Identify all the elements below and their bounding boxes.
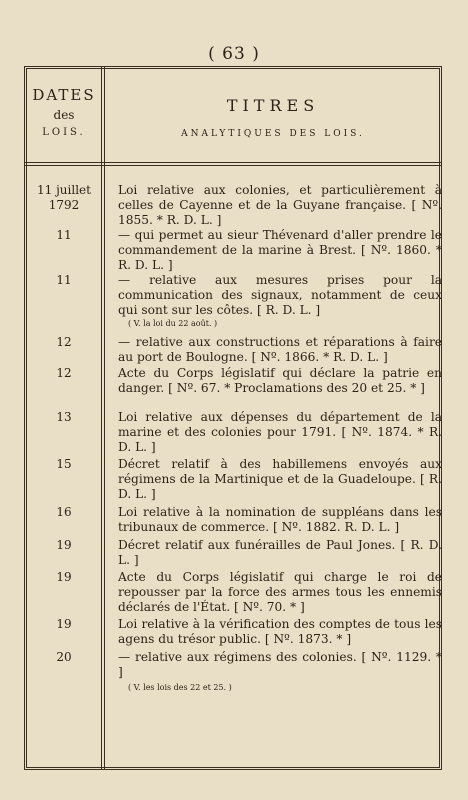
dates-header-line1: DATES <box>32 86 96 104</box>
page-number: ( 63 ) <box>208 44 260 64</box>
entry-date: 12 <box>56 366 72 380</box>
dates-header-line2: des <box>53 108 75 122</box>
entry-text: — relative aux régimens des colonies. [ Nº. 1129. * ] <box>118 650 442 679</box>
entry-date: 19 <box>56 538 72 552</box>
header-rule <box>24 162 442 166</box>
entry-text: Acte du Corps législatif qui charge le roi de repousser par la force des armes tous les ennemis déclarés de l'État. [ Nº. 70. * ] <box>118 570 442 614</box>
entry-date: 15 <box>56 457 72 471</box>
dates-header-line3: LOIS. <box>42 127 86 138</box>
titles-header-line1: TITRES <box>226 96 320 115</box>
entry-date: 19 <box>56 570 72 584</box>
entry-text: — relative aux mesures prises pour la communication des signaux, notamment de ceux qui sont sur les côtes. [ R. D. L. ] <box>118 273 442 317</box>
entry-date: 16 <box>56 505 72 519</box>
entry-note: ( V. la loi du 22 août. ) <box>128 319 218 328</box>
entry-date: 12 <box>56 335 72 349</box>
entry-text: Loi relative aux colonies, et particulièrement à celles de Cayenne et de la Guyane française. [ Nº. 1855. * R. D. L. ] <box>118 183 442 227</box>
entry-text: — relative aux constructions et réparations à faire au port de Boulogne. [ Nº. 1866. * R. D. L. ] <box>118 335 442 364</box>
entry-text: Décret relatif à des habillemens envoyés aux régimens de la Martinique et de la Guadeloupe. [ R. D. L. ] <box>118 457 442 501</box>
entry-text: Loi relative aux dépenses du département de la marine et des colonies pour 1791. [ Nº. 1874. * R. D. L. ] <box>118 410 442 454</box>
column-divider <box>101 66 105 770</box>
titles-header-line2: ANALYTIQUES DES LOIS. <box>181 129 365 139</box>
entry-text: Acte du Corps législatif qui déclare la patrie en danger. [ Nº. 67. * Proclamations des 20 et 25. * ] <box>118 366 442 395</box>
entry-text: Loi relative à la vérification des comptes de tous les agens du trésor public. [ Nº. 1873. * ] <box>118 617 442 646</box>
titles-column-header <box>106 96 440 139</box>
entry-date: 11 <box>56 273 72 287</box>
entry-text: Loi relative à la nomination de suppléans dans les tribunaux de commerce. [ Nº. 1882. R. D. L. ] <box>118 505 442 534</box>
entry-date: 19 <box>56 617 72 631</box>
entry-text: Décret relatif aux funérailles de Paul Jones. [ R. D. L. ] <box>118 538 442 567</box>
entry-note: ( V. les lois des 22 et 25. ) <box>128 683 232 692</box>
entry-text: — qui permet au sieur Thévenard d'aller prendre le commandement de la marine à Brest. [ Nº. 1860. * R. D. L. ] <box>118 228 442 272</box>
entry-date: 20 <box>56 650 72 664</box>
dates-column-header <box>28 86 100 138</box>
entry-date: 11 <box>56 228 72 242</box>
entry-date: 13 <box>56 410 72 424</box>
entry-date: 11 juillet 1792 <box>37 183 91 212</box>
